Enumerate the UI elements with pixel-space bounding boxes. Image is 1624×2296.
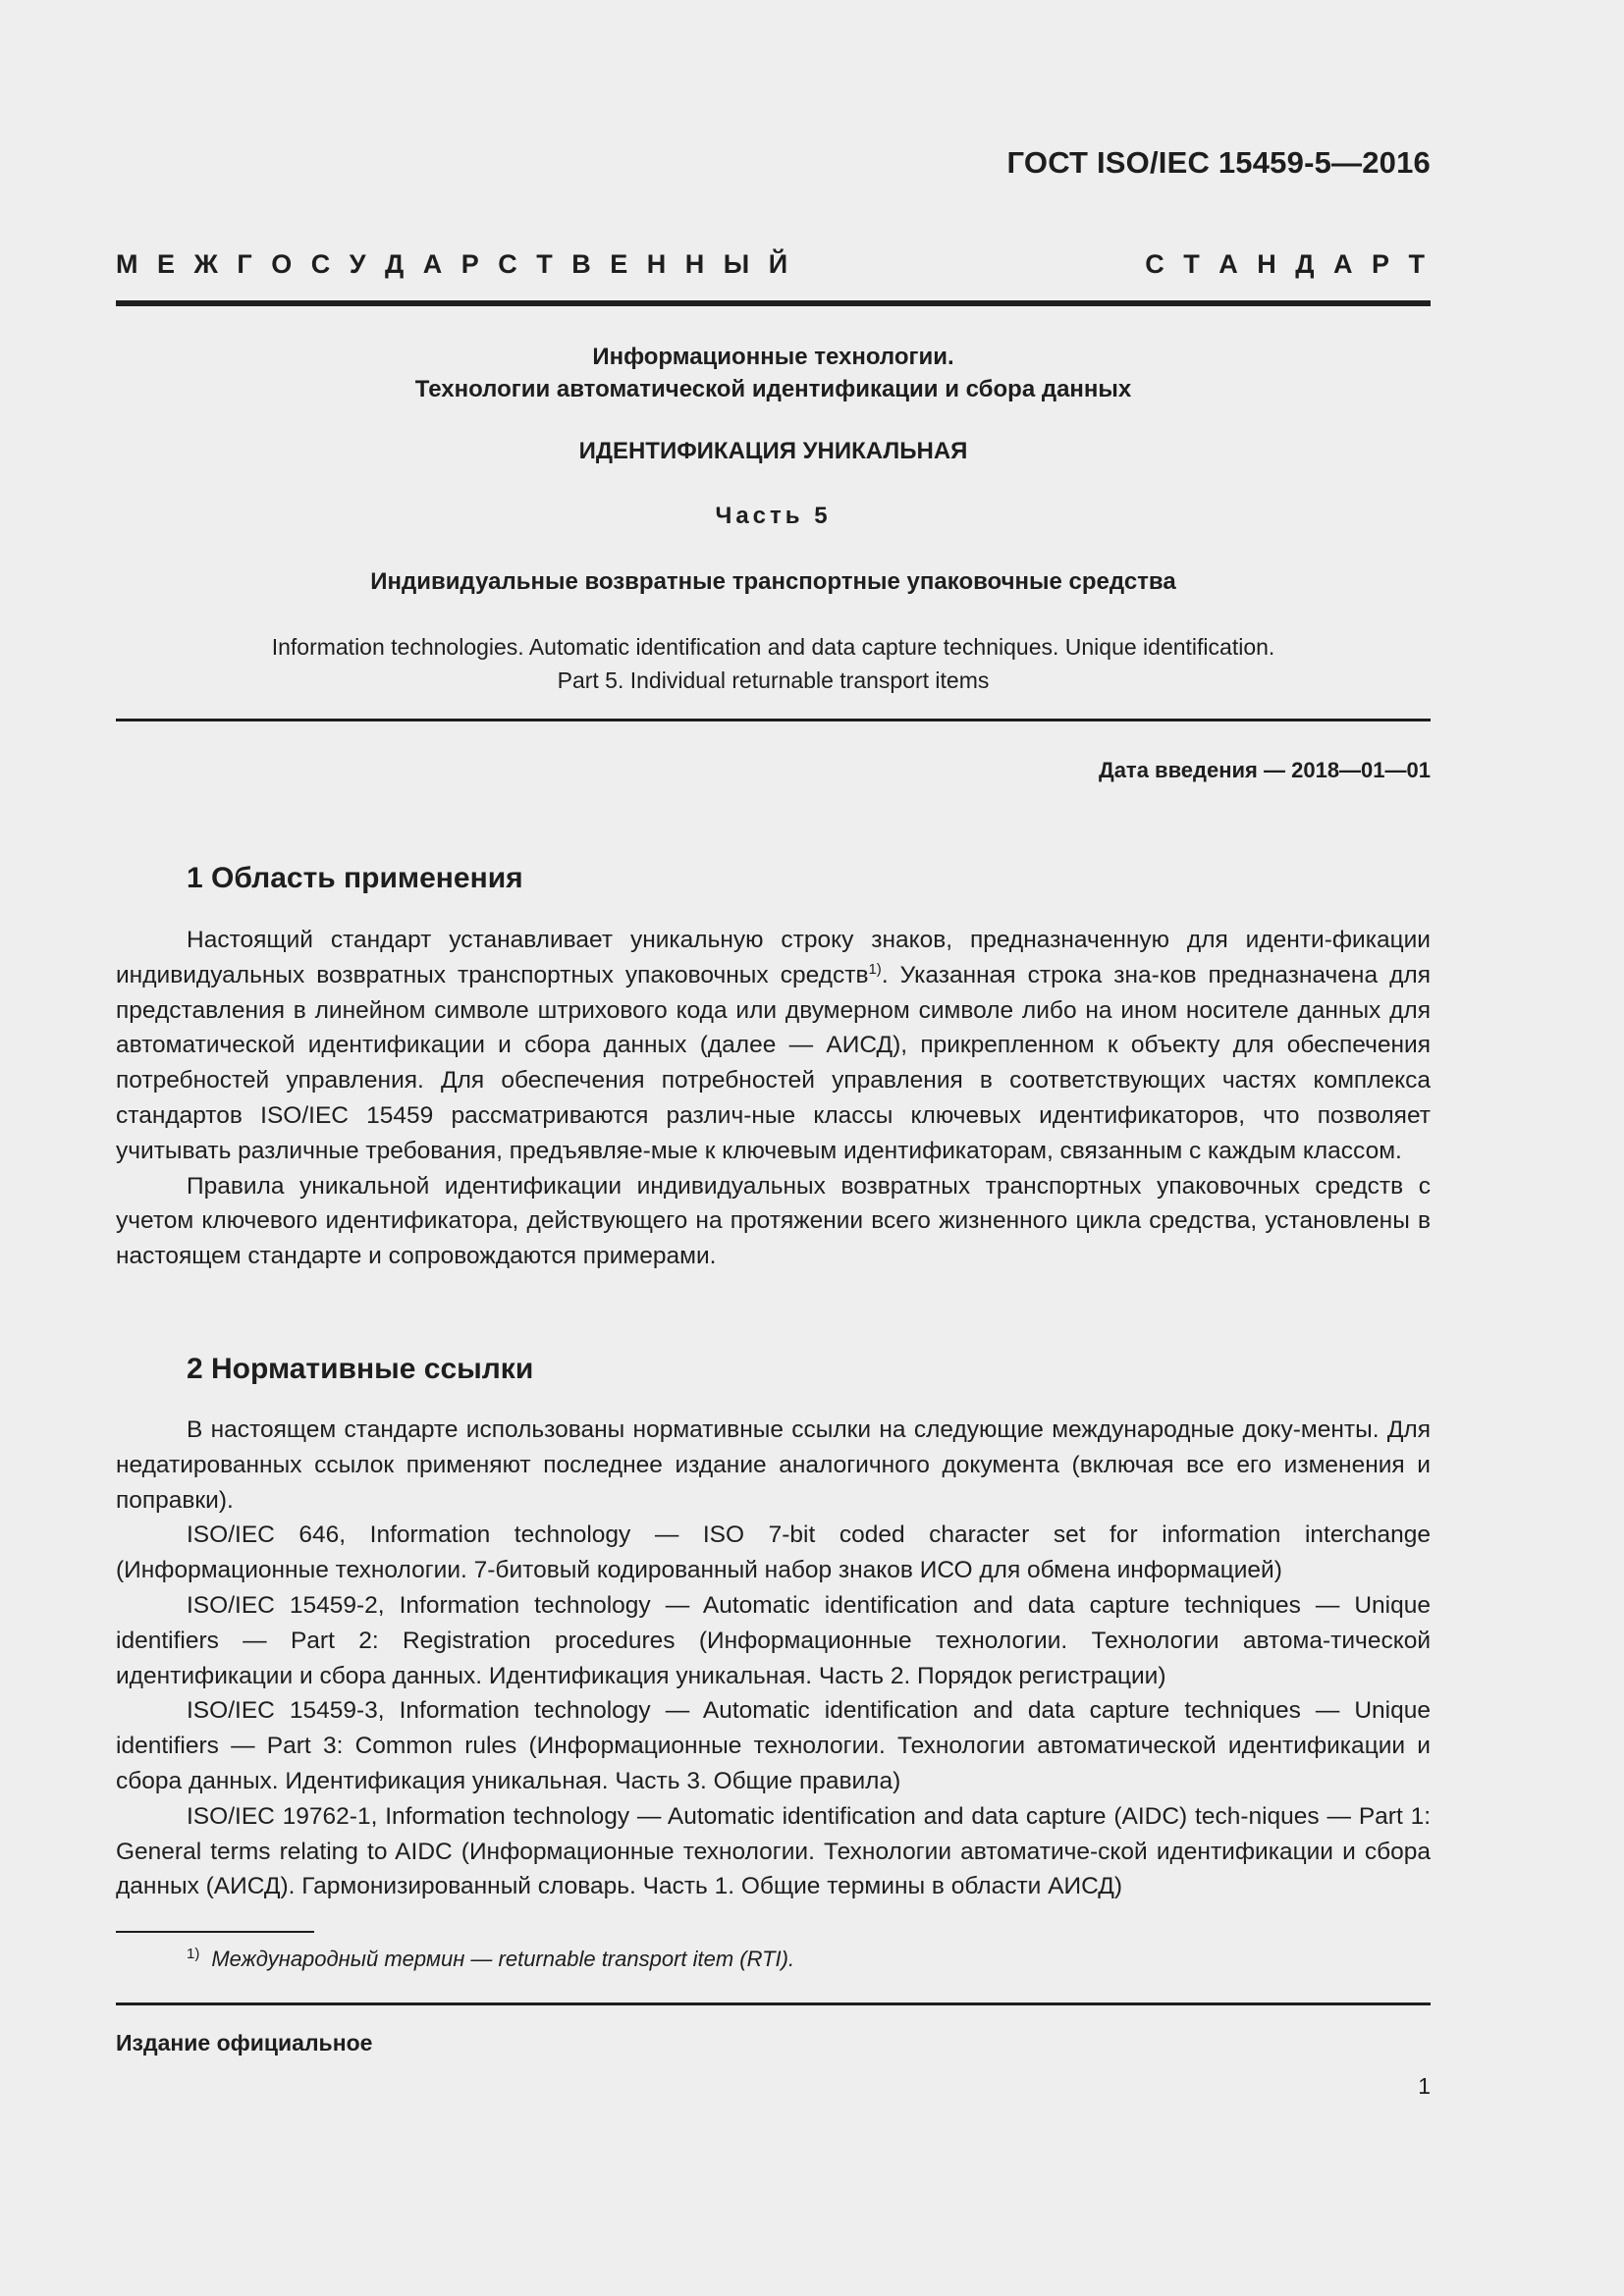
footnote-text: Международный термин — returnable transport item (RTI). <box>211 1947 795 1971</box>
reference-item: ISO/IEC 646, Information technology — ISO 7-bit coded character set for information interchange (Информационные технологии. 7-битовый кодированный набор знаков ИСО для обмена информацией) <box>116 1522 1431 1584</box>
title-part: Часть 5 <box>715 503 832 529</box>
footnote-ref: 1) <box>868 960 882 978</box>
footnote-rule <box>116 1931 314 1933</box>
section-1-paragraph-1: Настоящий стандарт устанавливает уникальную строку знаков, предназначенную для иденти-фикации индивидуальных возвратных транспортных упаковочных средств$^{1)}$. Указанная строка зна-ков предназначена для представления в линейном символе штрихового кода или двумерном символе либо на ином носителе данных для автоматической идентификации и сбора данных (далее — АИСД), прикрепленном к объекту для обеспечения потребностей управления. Для обеспечения потребностей управления в соответствующих частях комплекса стандартов ISO/IEC 15459 рассматриваются различ-ные классы ключевых идентификаторов, что позволяет учитывать различные требования, предъявляе-мые к ключевым идентификаторам, связанным с каждым классом. <box>116 927 1431 1164</box>
title-ru-line2: Технологии автоматической идентификации и сбора данных <box>414 376 1132 402</box>
title-subtitle: Индивидуальные возвратные транспортные упаковочные средства <box>370 568 1176 595</box>
title-main: ИДЕНТИФИКАЦИЯ УНИКАЛЬНАЯ <box>578 438 968 464</box>
section-2-title: 2 Нормативные ссылки <box>187 1353 534 1385</box>
section-2-paragraph-1: В настоящем стандарте использованы нормативные ссылки на следующие международные доку-менты. Для недатированных ссылок применяют последнее издание аналогичного документа (включая все его изменения и поправки). <box>116 1416 1431 1514</box>
header-rule <box>116 300 1431 306</box>
section-1-title: 1 Область применения <box>187 862 523 894</box>
reference-item: ISO/IEC 15459-3, Information technology — Automatic identification and data capture techniques — Unique identifiers — Part 3: Common rules (Информационные технологии. Технологии автоматической идентификации и сбора данных. Идентификация уникальная. Часть 3. Общие правила) <box>116 1697 1431 1794</box>
title-ru <box>116 341 1431 405</box>
footer-rule <box>116 2002 1431 2005</box>
section-1-body <box>116 923 1431 1274</box>
title-rule <box>116 719 1431 721</box>
official-edition: Издание официальное <box>116 2030 373 2056</box>
title-en-line2: Part 5. Individual returnable transport items <box>557 667 990 693</box>
title-en <box>116 630 1431 697</box>
section-2-body <box>116 1413 1431 1904</box>
footnote-mark: 1) <box>187 1946 200 1962</box>
footnote <box>187 1946 794 1972</box>
date-of-introduction: Дата введения — 2018—01—01 <box>1099 758 1431 782</box>
standard-kind <box>116 249 1431 280</box>
title-en-line1: Information technologies. Automatic identification and data capture techniques. Unique identification. <box>271 634 1275 660</box>
reference-item: ISO/IEC 15459-2, Information technology — Automatic identification and data capture techniques — Unique identifiers — Part 2: Registration procedures (Информационные технологии. Технологии автома-тической идентификации и сбора данных. Идентификация уникальная. Часть 2. Порядок регистрации) <box>116 1591 1431 1689</box>
standard-kind-word1: М Е Ж Г О С У Д А Р С Т В Е Н Н Ы Й <box>116 249 794 279</box>
section-1-paragraph-2: Правила уникальной идентификации индивидуальных возвратных транспортных упаковочных средств с учетом ключевого идентификатора, действующего на протяжении всего жизненного цикла средства, установлены в настоящем стандарте и сопровождаются примерами. <box>116 1172 1431 1270</box>
document-page <box>116 0 1431 2296</box>
page-number: 1 <box>1418 2073 1431 2099</box>
standard-number: ГОСТ ISO/IEC 15459-5—2016 <box>1006 145 1431 180</box>
title-ru-line1: Информационные технологии. <box>592 344 954 370</box>
standard-kind-word2: С Т А Н Д А Р Т <box>1145 249 1431 279</box>
reference-item: ISO/IEC 19762-1, Information technology — Automatic identification and data capture (AIDC) tech-niques — Part 1: General terms relating to AIDC (Информационные технологии. Технологии автоматиче-ской идентификации и сбора данных (АИСД). Гармонизированный словарь. Часть 1. Общие термины в области АИСД) <box>116 1802 1431 1900</box>
